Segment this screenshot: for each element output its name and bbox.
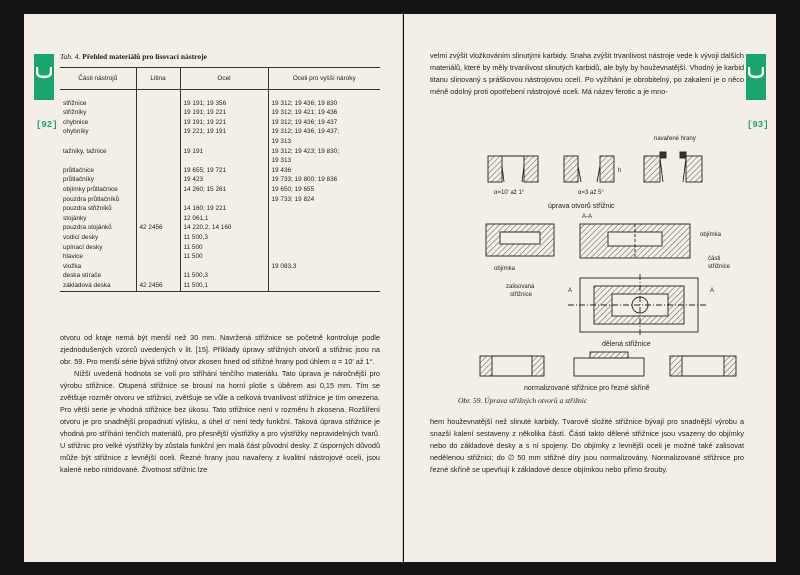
table-cell: [136, 205, 180, 215]
table-cell: [136, 90, 180, 100]
table-cell: 19 221; 19 191: [180, 128, 268, 138]
table-row: [60, 109, 380, 119]
materials-table: [60, 67, 380, 292]
table-cell: [136, 196, 180, 206]
table-cell: 19 312; 19 423; 19 830;: [268, 148, 380, 158]
page-number: [92]: [36, 120, 58, 130]
table-cell: 42 2456: [136, 224, 180, 234]
table-cell: 11 500: [180, 253, 268, 263]
table-cell: [268, 272, 380, 282]
table-cell: [136, 176, 180, 186]
table-row: [60, 167, 380, 177]
page-number: [93]: [747, 120, 769, 130]
table-row: [60, 215, 380, 225]
table-cell: pouzdra stojánků: [63, 224, 112, 232]
table-cell: [268, 90, 380, 100]
table-cell: 19 313: [268, 138, 380, 148]
table-cell: tažníky, tažnice: [63, 147, 107, 155]
table-cell: [268, 224, 380, 234]
table-cell: 14 260; 15 261: [180, 186, 268, 196]
table-cell: 11 500,3: [180, 234, 268, 244]
table-cell: [268, 282, 380, 292]
table-cell: [136, 157, 180, 167]
table-cell: střižnice: [63, 99, 87, 107]
table-cell: [136, 138, 180, 148]
table-header-cell: Části nástrojů: [60, 68, 136, 90]
table-row: [60, 119, 380, 129]
table-cell: průtlačníky: [63, 176, 94, 184]
table-row: [60, 176, 380, 186]
table-header-cell: Oceli pro vyšší nároky: [268, 68, 380, 90]
table-cell: 19 313: [268, 157, 380, 167]
caption-prefix: Obr. 59.: [458, 396, 483, 405]
table-cell: základová deska: [60, 282, 136, 292]
table-cell: [180, 138, 268, 148]
table-row: [60, 90, 380, 100]
right-top-text: [430, 50, 744, 98]
table-row: [60, 148, 380, 158]
label-parts: části: [708, 256, 721, 262]
paragraph: hem houževnatější než slinuté karbidy. Tvarově složité střižnice bývají pro snadnější výrobu a snazší kalení sestaveny z několika částí. Části takto dělené střižnice jsou vsazeny do objímky nebo do základové desky a s ní spojeny. Do objímky z levnější oceli je možné také zalisovat nedělenou střižnici; do ∅ 50 mm střižné díry jsou normalizovány. Normalizované střižnice pro řezné skříně se upevňují k základové desce objímkou nebo přímo šrouby.: [430, 417, 744, 474]
table-cell: 19 191; 19 221: [180, 119, 268, 129]
table-cell: 11 500,3: [180, 272, 268, 282]
label-split-die: dělená střižnice: [602, 341, 651, 348]
table-cell: pouzdra střižníků: [63, 205, 112, 213]
table-row: [60, 100, 380, 110]
table-cell: [180, 157, 268, 167]
chapter-tab: [746, 54, 766, 100]
label-normalized: normalizované střižnice pro řezné skříně: [524, 385, 650, 392]
table-cell: stojánky: [63, 214, 87, 222]
wave-icon: [36, 64, 52, 80]
label-a-right: A: [710, 288, 715, 294]
die-in-holder: [486, 224, 554, 256]
table-cell: 19 655; 19 721: [180, 167, 268, 177]
table-cell: 19 436: [268, 167, 380, 177]
left-page: [24, 14, 403, 562]
table-cell: vodicí desky: [63, 233, 99, 241]
table-header-cell: Ocel: [180, 68, 268, 90]
table-cell: [136, 253, 180, 263]
table-cell: [136, 215, 180, 225]
table-row: [60, 157, 380, 167]
table-cell: [136, 263, 180, 273]
table-row: [60, 138, 380, 148]
table-cell: [180, 90, 268, 100]
label-die: střižnice: [708, 264, 731, 270]
table-cell: 11 500: [180, 244, 268, 254]
table-cell: 19 650; 19 655: [268, 186, 380, 196]
table-row: [60, 128, 380, 138]
table-cell: 19 191; 19 356: [180, 100, 268, 110]
table-cell: [136, 128, 180, 138]
table-cell: 19 191: [180, 148, 268, 158]
table-cell: 14 160; 19 221: [180, 205, 268, 215]
table-cell: vložka: [63, 262, 82, 270]
figure-caption: [458, 396, 587, 405]
table-row: [60, 272, 380, 282]
paragraph: velmi zvýšit vložkováním slinutými karbidy. Snaha zvýšit trvanlivost nástroje vede k vývoji dalších materiálů, které by měly trvanlivost slinutých karbidů, ale byly by houževnatější. Vhodný je karbid titanu slinovaný s práškovou nástrojovou ocelí. Po vyžíhání je obrobitelný, po zakalení je o něco méně odolný proti opotřebení nástrojové oceli. Má název ferotic a je mno-: [430, 51, 744, 96]
label-uprava: úprava otvorů střižnic: [548, 203, 615, 210]
table-cell: 42 2456: [136, 282, 180, 292]
table-cell: chybnice: [63, 118, 89, 126]
label-section: A-A: [582, 214, 593, 220]
paragraph: otvoru od kraje nemá být menší než 30 mm. Navržená střižnice se početně kontroluje podle zjednodušených vzorců uvedených v lit. [15]. Příklady úpravy střižných otvorů a střižnic jsou na obr. 59. Pro menší série bývá střižný otvor zkosen hned od střižné hrany pod úhlem α = 10′ až 1°.: [60, 333, 380, 366]
table-cell: 19 312; 19 421; 19 436: [268, 109, 380, 119]
table-cell: [136, 119, 180, 129]
table-cell: [60, 90, 136, 100]
table-cell: [136, 148, 180, 158]
table-cell: pouzdra průtlačníků: [63, 195, 120, 203]
label-welded-edges: navařené hrany: [654, 136, 696, 142]
table-cell: 19 312; 19 436; 19 830: [268, 100, 380, 110]
label-pressed-1: zalisovaná: [506, 284, 535, 290]
paragraph: Nížší uvedená hodnota se volí pro stříhání tenčího materiálu. Tato úprava je náročnější pro výrobu střižnice. Otupená střižnice se brousí na horní ploše s úběrem asi 0,15 mm. Tím se zvětšuje rozměr otvoru ve střižnici, zvětšuje se vůle a celková trvanlivost střižnice je tím omezena. Pro větší serie je vhodná střižnice bez úkosu. Tato střižnice není v rozměru h zkosena. Rozšíření otvoru je pro snadnější propadnutí výlisku, a úhel α′ není tedy funkční. Taková úprava střižnice je vhodná pro stříhání tenčích materiálů, pro přesnější výstřižky a pro výstřižky nepravidelných tvarů. U střižnic pro velké výstřižky by zůstala funkční jen malá část původní desky. Z úsporných důvodů může být střižnice z levnější oceli. Řezné hrany jsou navařeny z kvalitní nástrojové oceli, jsou kalené nebo nitridované. Životnost střižnic lze: [60, 369, 380, 474]
caption-title: Úprava střižných otvorů a střižnic: [484, 396, 588, 405]
label-angle-2: α=3 až 5°: [578, 190, 604, 196]
label-angle-1: α=10′ až 1°: [494, 190, 525, 196]
table-row: [60, 244, 380, 254]
table-row: [60, 234, 380, 244]
table-cell: 19 191; 19 221: [180, 109, 268, 119]
table-cell: 12 061,1: [180, 215, 268, 225]
table-cell: 19 083,3: [268, 263, 380, 273]
label-holder-right: objímka: [700, 232, 722, 238]
table-cell: [136, 109, 180, 119]
label-a-left: A: [568, 288, 573, 294]
table-cell: [268, 205, 380, 215]
table-cell: průtlačnice: [63, 166, 94, 174]
table-cell: deska stírače: [63, 272, 102, 280]
table-cell: [60, 138, 136, 148]
table-row: [60, 282, 380, 292]
die-profile-2: [564, 156, 614, 182]
label-pressed-2: střižnice: [510, 292, 533, 298]
section-view: [580, 224, 690, 258]
die-profile-3: [644, 152, 702, 182]
table-row: [60, 196, 380, 206]
table-row: [60, 186, 380, 196]
normalized-dies: [480, 352, 736, 376]
table-cell: objímky průtlačnice: [63, 185, 118, 193]
table-cell: 19 733; 19 800; 19 836: [268, 176, 380, 186]
right-page: [404, 14, 776, 562]
table-cell: [180, 263, 268, 273]
table-cell: [268, 253, 380, 263]
table-cell: [136, 272, 180, 282]
table-row: [60, 253, 380, 263]
table-cell: [136, 100, 180, 110]
table-cell: 19 423: [180, 176, 268, 186]
left-body-text: [60, 332, 380, 476]
table-cell: [136, 186, 180, 196]
table-cell: [268, 234, 380, 244]
table-cell: 19 733; 19 824: [268, 196, 380, 206]
table-cell: [136, 244, 180, 254]
split-die-plan: [568, 274, 708, 336]
table-cell: [136, 234, 180, 244]
label-holder-left: objímka: [494, 266, 516, 272]
table-cell: [180, 196, 268, 206]
figure-59: [460, 128, 760, 392]
table-cell: 14 220,2; 14 160: [180, 224, 268, 234]
table-cell: ohybníky: [63, 128, 89, 136]
table-cell: střižníky: [63, 109, 87, 117]
right-bottom-text: [430, 416, 744, 476]
table-cell: 11 500,1: [180, 282, 268, 292]
chapter-tab: [34, 54, 54, 100]
label-h: h: [618, 168, 622, 174]
table-row: [60, 263, 380, 273]
table-cell: 19 312; 19 436; 19 437: [268, 119, 380, 129]
table-cell: [268, 244, 380, 254]
table-header-cell: Litina: [136, 68, 180, 90]
table-cell: [60, 157, 136, 167]
table-caption: [60, 52, 207, 61]
table-cell: [136, 167, 180, 177]
wave-icon: [748, 64, 764, 80]
table-cell: hlavice: [63, 253, 83, 261]
table-cell: upínací desky: [63, 243, 103, 251]
die-profile-1: [488, 156, 538, 182]
table-cell: 19 312; 19 436; 19 437;: [268, 128, 380, 138]
table-cell: [268, 215, 380, 225]
table-row: [60, 224, 380, 234]
caption-title: Přehled materiálů pro lisovací nástroje: [82, 52, 207, 61]
table-row: [60, 205, 380, 215]
caption-prefix: Tab. 4.: [60, 52, 81, 61]
